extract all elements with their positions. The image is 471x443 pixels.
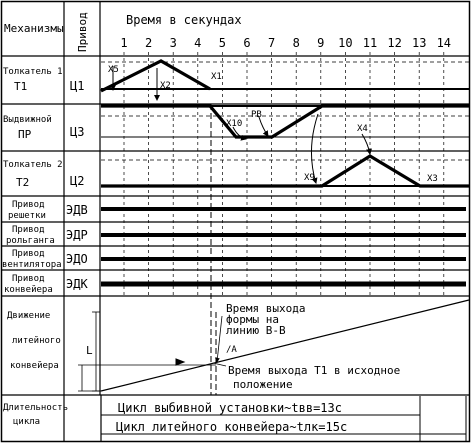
time-tick-label: 10	[338, 36, 353, 50]
cycle-conveyor-label: Цикл литейного конвейера~tлк=15с	[116, 420, 348, 434]
annotation-t1-return-1: Время выхода Т1 в исходное	[228, 364, 401, 377]
marker-l: L	[86, 344, 93, 357]
marker-x5: X5	[108, 65, 119, 75]
annotation-form-exit-2: формы на	[226, 313, 279, 326]
row-7-name-line1: Привод	[12, 274, 45, 284]
time-tick-label: 12	[387, 36, 402, 50]
annotation-form-exit-1: Время выхода	[226, 302, 306, 315]
row-3-name-line2: T2	[16, 176, 30, 189]
header-time-title: Время в секундах	[126, 13, 242, 27]
conveyor-label-line2: литейного	[12, 336, 61, 346]
time-tick-label: 1	[120, 36, 128, 50]
marker-x10: X10	[226, 119, 243, 129]
row-labels	[2, 67, 88, 427]
row-5-name-line1: Привод	[12, 225, 45, 235]
marker-x9: X9	[304, 173, 315, 183]
time-tick-label: 6	[243, 36, 251, 50]
row-2-drive: Ц3	[70, 125, 85, 139]
row-4-drive: ЭДВ	[66, 203, 88, 217]
time-tick-label: 11	[362, 36, 378, 50]
time-tick-label: 2	[144, 36, 153, 50]
marker-x4: X4	[357, 124, 368, 134]
marker-pv: PB	[251, 110, 262, 120]
row-7-name-line2: конвейера	[4, 285, 53, 295]
row-1-name-line2: T1	[14, 80, 28, 93]
row-7-drive: ЭДК	[66, 277, 88, 291]
t2-cycle-trace	[101, 134, 469, 186]
time-tick-label: 13	[411, 36, 427, 50]
conveyor-motion	[78, 104, 469, 395]
time-tick-label: 3	[169, 36, 177, 50]
row-4-name-line2: решетки	[8, 211, 46, 221]
row-6-name-line2: вентилятора	[2, 260, 62, 270]
row-1-drive: Ц1	[70, 79, 85, 93]
annotation-form-exit-3: линию B-B	[226, 324, 286, 337]
t1-cycle-trace	[101, 61, 469, 100]
row-5-name-line2: рольганга	[6, 236, 55, 246]
header-drive: Привод	[76, 12, 89, 52]
annotation-t1-return-2: положение	[233, 378, 293, 391]
time-tick-labels	[120, 36, 451, 50]
duration-label-line1: Длительность	[3, 403, 69, 413]
row-2-name-line1: Выдвижной	[3, 115, 52, 125]
duration-label-line2: цикла	[13, 417, 41, 427]
row-6-drive: ЭДО	[66, 252, 88, 266]
marker-x1: X1	[211, 72, 222, 82]
row-3-name-line1: Толкатель 2	[3, 160, 63, 170]
header-mechanisms: Механизмы	[4, 22, 64, 35]
time-tick-label: 4	[194, 36, 202, 50]
cycle-knockout-label: Цикл выбивной установки~tвв=13с	[118, 401, 342, 415]
row-5-drive: ЭДР	[66, 228, 88, 242]
row-3-drive: Ц2	[70, 174, 85, 188]
time-tick-label: 5	[218, 36, 227, 50]
conveyor-label-line1: Движение	[7, 311, 51, 321]
marker-x2: X2	[160, 81, 171, 91]
time-tick-label: 7	[267, 36, 276, 50]
row-6-name-line1: Привод	[12, 249, 45, 259]
row-2-name-line2: ПР	[18, 128, 32, 141]
conveyor-label-line3: конвейера	[10, 361, 59, 371]
marker-x3: X3	[427, 174, 438, 184]
marker-a: /A	[226, 345, 237, 355]
row-1-name-line1: Толкатель 1	[3, 67, 63, 77]
time-tick-label: 9	[317, 36, 325, 50]
pr-cycle-trace	[101, 106, 469, 183]
time-tick-label: 8	[292, 36, 300, 50]
time-tick-label: 14	[436, 36, 452, 50]
row-4-name-line1: Привод	[12, 200, 45, 210]
